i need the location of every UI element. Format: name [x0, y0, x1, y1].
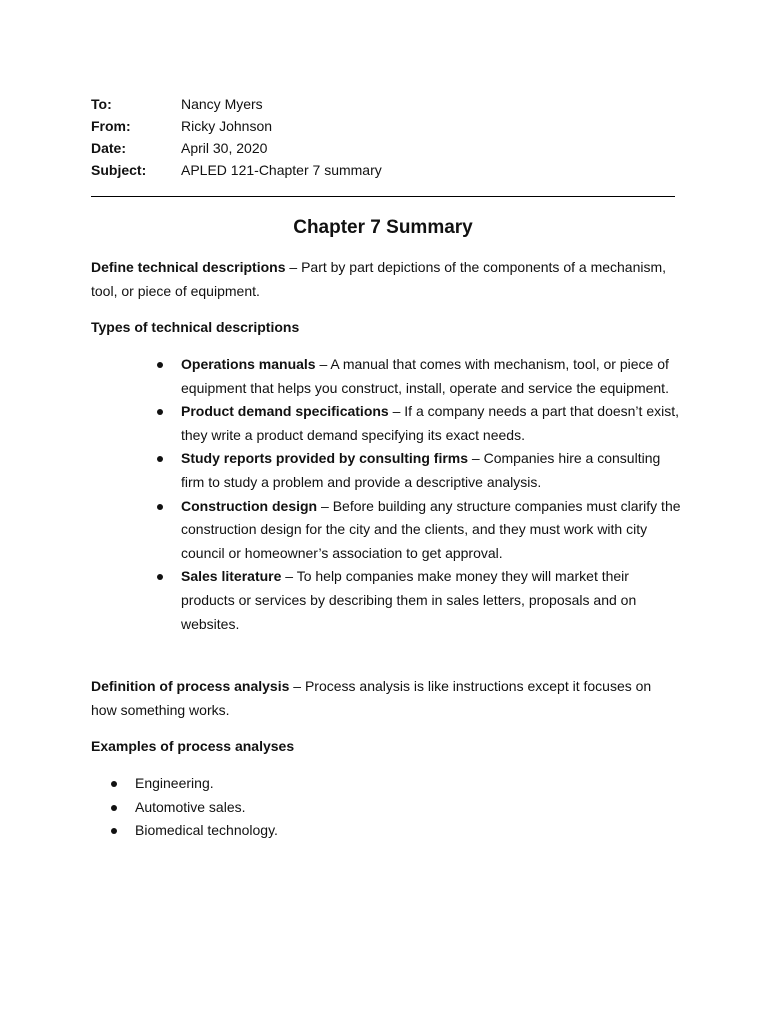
example-text: Engineering.: [135, 775, 214, 791]
type-term: Operations manuals: [181, 356, 316, 372]
examples-heading: Examples of process analyses: [91, 738, 295, 754]
bullet-icon: [157, 409, 163, 415]
definition-text: – Part by part depictions of the components of a mechanism, tool, or piece of equipment.: [91, 259, 667, 299]
list-item: [135, 796, 635, 820]
type-text: – A manual that comes with mechanism, tool, or piece of equipment that helps you construct, install, operate and service the equipment.: [181, 356, 669, 396]
memo-from-value: Ricky Johnson: [181, 118, 273, 134]
bullet-icon: [157, 574, 163, 580]
types-heading: Types of technical descriptions: [91, 319, 300, 335]
type-term: Study reports provided by consulting firms: [181, 450, 469, 467]
memo-header: [91, 93, 675, 181]
list-item: [135, 819, 635, 843]
types-list: [181, 353, 681, 636]
document-title: Chapter 7 Summary: [293, 217, 473, 238]
list-item: [181, 353, 681, 400]
definition-paragraph: [91, 256, 675, 303]
list-item: [181, 495, 681, 566]
type-text: – To help companies make money they will market their products or services by describing them in sales letters, proposals and on websites.: [181, 568, 637, 632]
bullet-icon: [157, 362, 163, 368]
list-item: [135, 772, 635, 796]
memo-subject-value: APLED 121-Chapter 7 summary: [181, 162, 382, 178]
memo-to-label: To:: [91, 96, 112, 112]
list-item: [181, 565, 681, 636]
memo-subject-row: [91, 159, 675, 181]
bullet-icon: [157, 456, 163, 462]
examples-list: [135, 772, 635, 843]
type-term: Product demand specifications: [181, 403, 389, 420]
type-text: – Companies hire a consulting firm to study a problem and provide a descriptive analysis.: [181, 450, 661, 490]
definition-term: Define technical descriptions: [91, 259, 286, 275]
memo-to-value: Nancy Myers: [181, 96, 263, 112]
bullet-icon: [111, 805, 117, 811]
type-term: Sales literature: [181, 568, 282, 585]
type-text: – Before building any structure companies must clarify the construction design for the city and the clients, and they must work with city council or homeowner’s association to get approval.: [181, 497, 681, 561]
memo-from-row: [91, 115, 675, 137]
type-text: – If a company needs a part that doesn’t exist, they write a product demand specifying its exact needs.: [181, 403, 679, 443]
memo-subject-label: Subject:: [91, 162, 147, 178]
process-term: Definition of process analysis: [91, 678, 290, 694]
bullet-icon: [111, 828, 117, 834]
memo-date-label: Date:: [91, 140, 127, 156]
bullet-icon: [111, 781, 117, 787]
list-item: [181, 400, 681, 447]
type-term: Construction design: [181, 497, 318, 514]
memo-from-label: From:: [91, 118, 131, 134]
example-text: Biomedical technology.: [135, 822, 278, 839]
header-divider: [91, 196, 675, 197]
bullet-icon: [157, 504, 163, 510]
process-paragraph: [91, 675, 675, 722]
process-text: – Process analysis is like instructions except it focuses on how something works.: [91, 678, 652, 718]
memo-date-value: April 30, 2020: [181, 140, 268, 156]
example-text: Automotive sales.: [135, 798, 246, 815]
list-item: [181, 447, 681, 494]
memo-date-row: [91, 137, 675, 159]
memo-to-row: [91, 93, 675, 115]
